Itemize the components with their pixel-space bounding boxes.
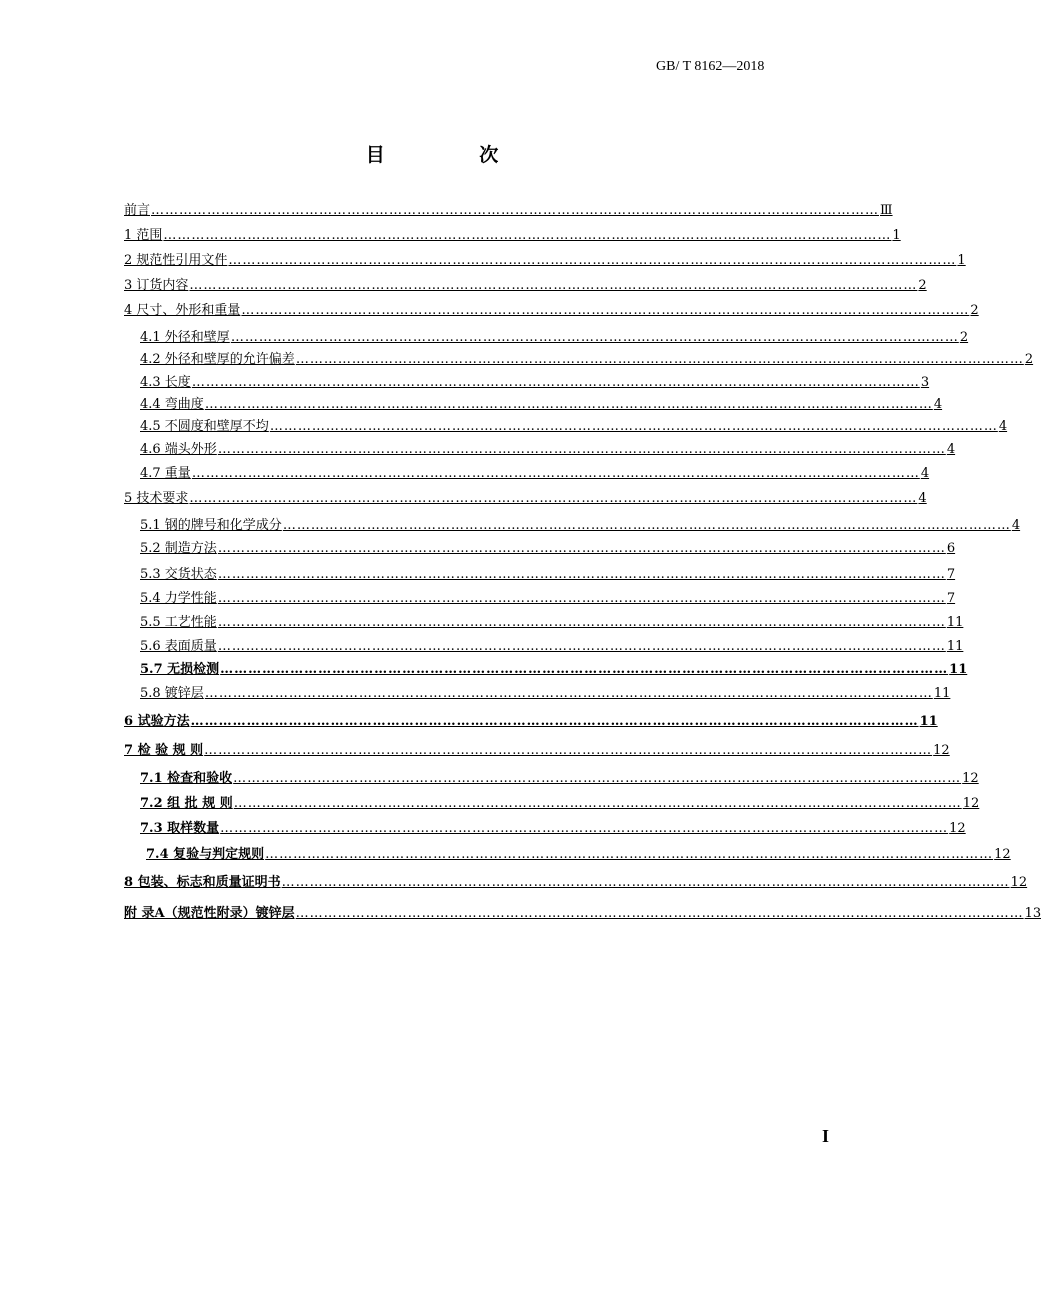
toc-entry[interactable]: 6 试验方法 ………………………………………………………………………………………………………………………………………… 11 xyxy=(124,714,938,729)
toc-entry[interactable]: 7 检 验 规 则 ………………………………………………………………………………………………………………………………………… 12 xyxy=(124,743,950,758)
toc-entry[interactable]: 5.3 交货状态 ………………………………………………………………………………………………………………………………………… 7 xyxy=(140,567,956,582)
toc-entry[interactable]: 5.5 工艺性能 ………………………………………………………………………………………………………………………………………… 11 xyxy=(140,615,964,630)
toc-entry[interactable]: 7.4 复验与判定规则 ………………………………………………………………………………………………………………………………………… 12 xyxy=(146,847,1011,862)
toc-entry[interactable]: 附 录A（规范性附录）镀锌层 ………………………………………………………………………………………………………………………………………… 13 xyxy=(124,906,1041,921)
toc-entry[interactable]: 5.4 力学性能 ………………………………………………………………………………………………………………………………………… 7 xyxy=(140,591,956,606)
page-number: I xyxy=(822,1126,830,1146)
toc-entry[interactable]: 8 包装、标志和质量证明书 ………………………………………………………………………………………………………………………………………… 12 xyxy=(124,875,1028,890)
toc-entry[interactable]: 1 范围 ………………………………………………………………………………………………………………………………………… 1 xyxy=(124,228,901,243)
toc-entry[interactable]: 4 尺寸、外形和重量 ………………………………………………………………………………………………………………………………………… 2 xyxy=(124,303,979,318)
toc-entry[interactable]: 4.3 长度 ………………………………………………………………………………………………………………………………………… 3 xyxy=(140,375,930,390)
toc-entry[interactable]: 7.2 组 批 规 则 ………………………………………………………………………………………………………………………………………… 12 xyxy=(140,796,980,811)
toc-entry[interactable]: 4.6 端头外形 ………………………………………………………………………………………………………………………………………… 4 xyxy=(140,442,956,457)
toc-entry[interactable]: 5.2 制造方法 ………………………………………………………………………………………………………………………………………… 6 xyxy=(140,541,956,556)
toc-entry[interactable]: 5 技术要求 ………………………………………………………………………………………………………………………………………… 4 xyxy=(124,491,927,506)
toc-entry[interactable]: 7.1 检查和验收 ………………………………………………………………………………………………………………………………………… 12 xyxy=(140,771,979,786)
toc-entry[interactable]: 5.1 钢的牌号和化学成分 ………………………………………………………………………………………………………………………………………… 4 xyxy=(140,518,1021,533)
toc-entry[interactable]: 4.7 重量 ………………………………………………………………………………………………………………………………………… 4 xyxy=(140,466,930,481)
toc-entry[interactable]: 4.2 外径和壁厚的允许偏差 ………………………………………………………………………………………………………………………………………… 2 xyxy=(140,352,1034,367)
toc-entry[interactable]: 5.7 无损检测 ………………………………………………………………………………………………………………………………………… 11 xyxy=(140,662,968,677)
toc-entry[interactable]: 7.3 取样数量 ………………………………………………………………………………………………………………………………………… 12 xyxy=(140,821,966,836)
toc-entry[interactable]: 3 订货内容 ………………………………………………………………………………………………………………………………………… 2 xyxy=(124,278,927,293)
toc-entry[interactable]: 2 规范性引用文件 ………………………………………………………………………………………………………………………………………… 1 xyxy=(124,253,966,268)
toc-entry[interactable]: 5.6 表面质量 ………………………………………………………………………………………………………………………………………… 11 xyxy=(140,639,964,654)
page-title: 目 次 xyxy=(365,144,543,166)
toc-entry[interactable]: 前言 ………………………………………………………………………………………………………………………………………… Ⅲ xyxy=(124,203,893,218)
toc-entry[interactable]: 4.1 外径和壁厚 ………………………………………………………………………………………………………………………………………… 2 xyxy=(140,330,969,345)
toc-entry[interactable]: 4.4 弯曲度 ………………………………………………………………………………………………………………………………………… 4 xyxy=(140,397,943,412)
toc-entry[interactable]: 5.8 镀锌层 ………………………………………………………………………………………………………………………………………… 11 xyxy=(140,686,951,701)
standard-number: GB/ T 8162—2018 xyxy=(656,59,765,74)
toc-entry[interactable]: 4.5 不圆度和壁厚不均 ………………………………………………………………………………………………………………………………………… 4 xyxy=(140,419,1008,434)
